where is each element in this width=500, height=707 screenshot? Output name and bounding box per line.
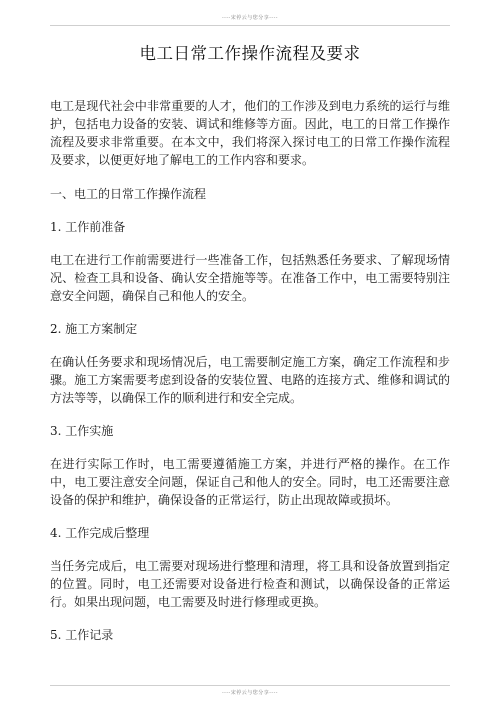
item-heading-1: 1. 工作前准备 (50, 220, 126, 234)
item-heading-3: 3. 工作实施 (50, 424, 114, 438)
header-rule (50, 25, 450, 26)
section-heading: 一、电工的日常工作操作流程 (50, 187, 207, 201)
document-body (50, 97, 450, 644)
page-footer (0, 683, 500, 707)
footer-text: ----宋停云与您分享---- (221, 690, 279, 696)
document-title: 电工日常工作操作流程及要求 (139, 44, 361, 63)
item-body-2: 在确认任务要求和现场情况后，电工需要制定施工方案，确定工作流程和步骤。施工方案需要考虑到设备的安装位置、电路的连接方式、维修和调试的方法等等，以确保工作的顺利进行和安全完成。 (50, 355, 450, 405)
header-text: ----宋停云与您分享---- (221, 15, 279, 21)
item-heading-5: 5. 工作记录 (50, 628, 114, 642)
item-body-4: 当任务完成后，电工需要对现场进行整理和清理，将工具和设备放置到指定的位置。同时，电工还需要对设备进行检查和测试，以确保设备的正常运行。如果出现问题，电工需要及时进行修理或更换。 (50, 559, 450, 609)
item-body-1: 电工在进行工作前需要进行一些准备工作，包括熟悉任务要求、了解现场情况、检查工具和设备、确认安全措施等等。在准备工作中，电工需要特别注意安全问题，确保自己和他人的安全。 (50, 253, 450, 303)
item-heading-4: 4. 工作完成后整理 (50, 526, 150, 540)
footer-rule (50, 685, 450, 686)
item-heading-2: 2. 施工方案制定 (50, 322, 138, 336)
item-body-3: 在进行实际工作时，电工需要遵循施工方案，并进行严格的操作。在工作中，电工要注意安全问题，保证自己和他人的安全。同时，电工还需要注意设备的保护和维护，确保设备的正常运行，防止出现故障或损坏。 (50, 457, 450, 507)
page-header (0, 0, 500, 26)
intro-paragraph: 电工是现代社会中非常重要的人才，他们的工作涉及到电力系统的运行与维护，包括电力设备的安装、调试和维修等方面。因此，电工的日常工作操作流程及要求非常重要。在本文中，我们将深入探讨电工的日常工作操作流程及要求，以便更好地了解电工的工作内容和要求。 (50, 99, 450, 167)
